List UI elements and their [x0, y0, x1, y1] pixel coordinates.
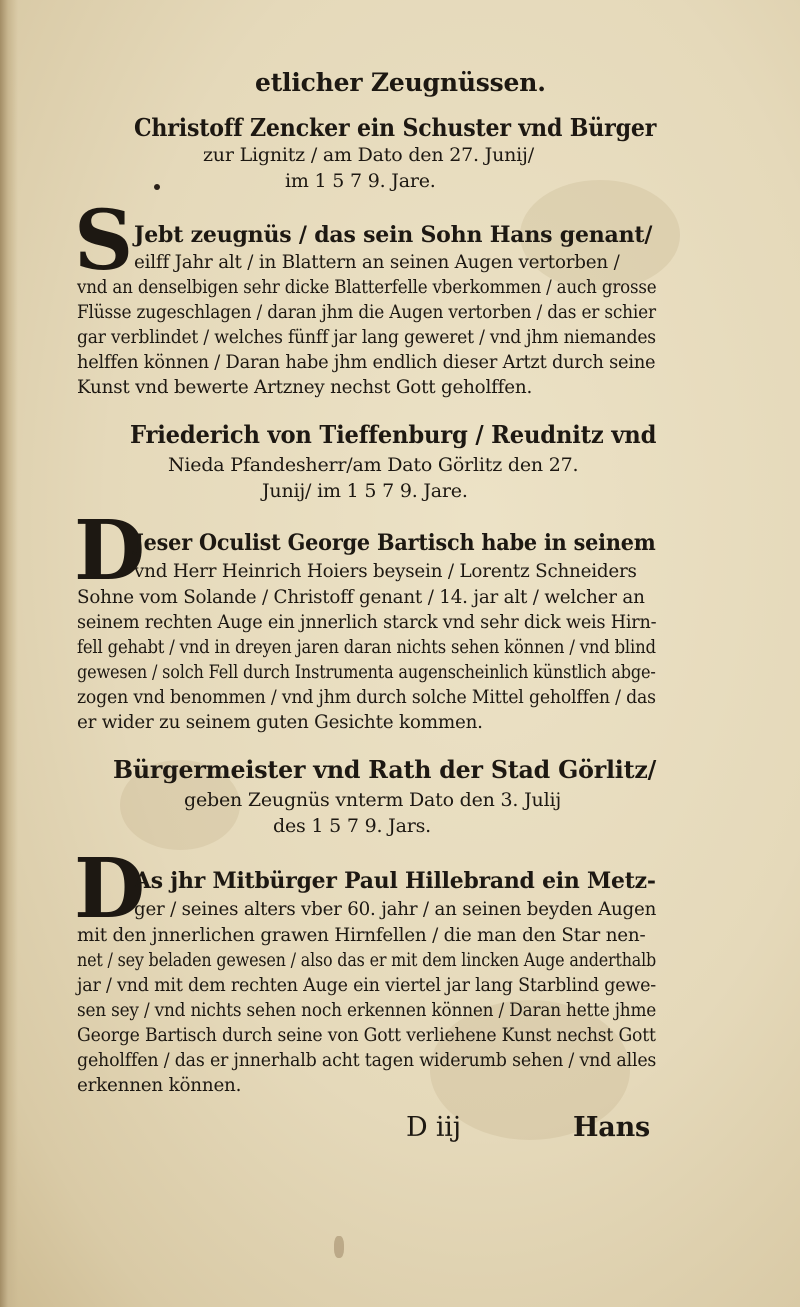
text-line: mit den jnnerlichen grawen Hirnfellen / die man den Star nen- — [77, 925, 646, 946]
text-line: gewesen / solch Fell durch Instrumenta augenscheinlich künstlich abge- — [77, 662, 656, 683]
thumb-mark — [334, 1236, 344, 1258]
text-line: seinem rechten Auge ein jnnerlich starck vnd sehr dick weis Hirn- — [77, 612, 657, 633]
section-1-subline: zur Lignitz / am Dato den 27. Junij/ — [203, 144, 534, 166]
drop-initial: D — [74, 841, 146, 937]
page-gutter — [0, 0, 18, 1307]
section-2-subline: Junij/ im 1 5 7 9. Jare. — [262, 480, 468, 502]
section-3-subline: geben Zeugnüs vnterm Dato den 3. Julij — [184, 789, 562, 811]
running-head: etlicher Zeugnüssen. — [255, 68, 546, 97]
text-line: Flüsse zugeschlagen / daran jhm die Augen vertorben / das er schier — [77, 302, 656, 323]
text-line: vnd Herr Heinrich Hoiers beysein / Lorentz Schneiders — [134, 561, 637, 582]
catchword: Hans — [573, 1112, 651, 1143]
text-line: Jebt zeugnüs / das sein Sohn Hans genant/ — [134, 222, 653, 248]
text-line: zogen vnd benommen / vnd jhm durch solche Mittel geholffen / das — [77, 687, 656, 708]
text-line: gar verblindet / welches fünff jar lang geweret / vnd jhm niemandes — [77, 327, 656, 348]
text-line: er wider zu seinem guten Gesichte kommen. — [77, 712, 483, 733]
section-2-heading: Friederich von Tieffenburg / Reudnitz vnd — [130, 420, 657, 449]
text-line: net / sey beladen gewesen / also das er mit dem lincken Auge anderthalb — [77, 950, 657, 971]
text-line: erkennen können. — [77, 1075, 242, 1096]
text-line: fell gehabt / vnd in dreyen jaren daran nichts sehen können / vnd blind — [77, 637, 656, 658]
text-line: sen sey / vnd nichts sehen noch erkennen können / Daran hette jhme — [77, 1000, 657, 1021]
ornament-dot — [154, 184, 160, 190]
text-line: George Bartisch durch seine von Gott verliehene Kunst nechst Gott — [77, 1025, 656, 1046]
drop-initial: S — [74, 193, 134, 289]
text-line: vnd an denselbigen sehr dicke Blatterfelle vberkommen / auch grosse — [77, 277, 657, 298]
drop-initial: D — [74, 503, 146, 599]
text-line: eilff Jahr alt / in Blattern an seinen Augen vertorben / — [134, 252, 620, 273]
text-line: As jhr Mitbürger Paul Hillebrand ein Metz- — [134, 868, 656, 894]
text-line: helffen können / Daran habe jhm endlich dieser Artzt durch seine — [77, 352, 656, 373]
text-line: Jeser Oculist George Bartisch habe in seinem — [134, 530, 656, 556]
section-3-heading: Bürgermeister vnd Rath der Stad Görlitz/ — [113, 755, 657, 784]
section-2-subline: Nieda Pfandesherr/am Dato Görlitz den 27. — [168, 454, 579, 476]
text-line: jar / vnd mit dem rechten Auge ein viertel jar lang Starblind gewe- — [77, 975, 656, 996]
signature-mark: D iij — [406, 1112, 461, 1143]
text-line: ger / seines alters vber 60. jahr / an seinen beyden Augen — [134, 899, 657, 920]
text-line: Kunst vnd bewerte Artzney nechst Gott geholffen. — [77, 377, 533, 398]
section-1-subline: im 1 5 7 9. Jare. — [285, 170, 436, 192]
section-1-heading: Christoff Zencker ein Schuster vnd Bürger — [134, 113, 657, 142]
text-line: Sohne vom Solande / Christoff genant / 14. jar alt / welcher an — [77, 587, 645, 608]
section-3-subline: des 1 5 7 9. Jars. — [273, 815, 431, 837]
text-line: geholffen / das er jnnerhalb acht tagen widerumb sehen / vnd alles — [77, 1050, 657, 1071]
